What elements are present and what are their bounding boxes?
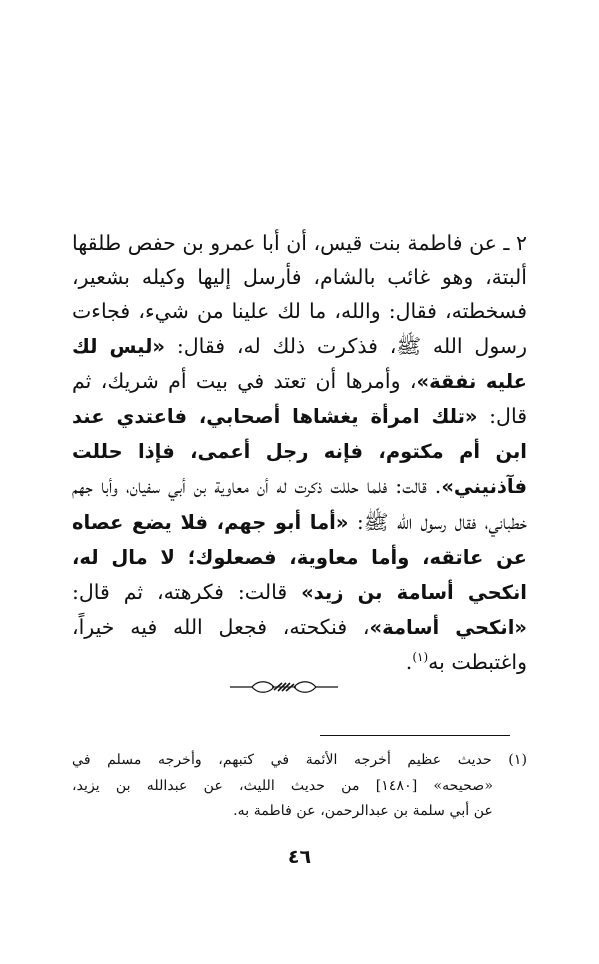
narration-text: . قالت: فلما حللت ذكرت له أن معاوية بن أبي سفيان، وأبا جهم خطباني، فقال رسول الله ﷺ:	[72, 474, 528, 534]
narration-text: .	[405, 650, 413, 675]
ornament-divider	[228, 678, 340, 696]
footnote-line: «صحيحه» [١٤٨٠] من حديث الليث، عن عبدالله بن يزيد،	[72, 777, 493, 794]
page-number: ٤٦	[287, 846, 312, 868]
narration-text: ، فنكحته، فجعل الله فيه خيراً، واغتبطت به	[72, 615, 527, 675]
footnotes	[72, 748, 527, 825]
prophetic-quote: «تلك امرأة يغشاها أصحابي، فاعتدي عند ابن أم مكتوم، فإنه رجل أعمى، فإذا حللت فآذنيني»	[72, 405, 527, 499]
narration-text: قالت: فكرهته، ثم قال:	[72, 580, 302, 605]
narration-text: ، وأمرها أن تعتد في بيت أم شريك، ثم قال:	[72, 368, 527, 429]
narration-text: ٢ ـ عن فاطمة بنت قيس، أن أبا عمرو بن حفص طلقها ألبتة، وهو غائب بالشام، فأرسل إليها وكيله بشعير، فسخطته، فقال: والله، ما لك علينا من شيء، فجاءت رسول الله ﷺ، فذكرت ذلك له، فقال:	[72, 231, 527, 358]
footnote-line: (١) حديث عظيم أخرجه الأئمة في كتبهم، وأخرجه مسلم في	[72, 752, 527, 768]
footnote-line: عن أبي سلمة بن عبدالرحمن، عن فاطمة به.	[233, 803, 493, 819]
prophetic-quote: «أما أبو جهم، فلا يضع عصاه عن عاتقه، وأما معاوية، فصعلوك؛ لا مال له، انكحي أسامة بن زيد»	[72, 510, 527, 605]
footnote-marker: (١)	[412, 650, 429, 665]
footnote-separator	[320, 735, 510, 736]
prophetic-quote: «انكحي أسامة»	[369, 616, 527, 640]
hadith-text	[72, 226, 527, 680]
prophetic-quote: «ليس لك عليه نفقة»	[72, 334, 527, 393]
